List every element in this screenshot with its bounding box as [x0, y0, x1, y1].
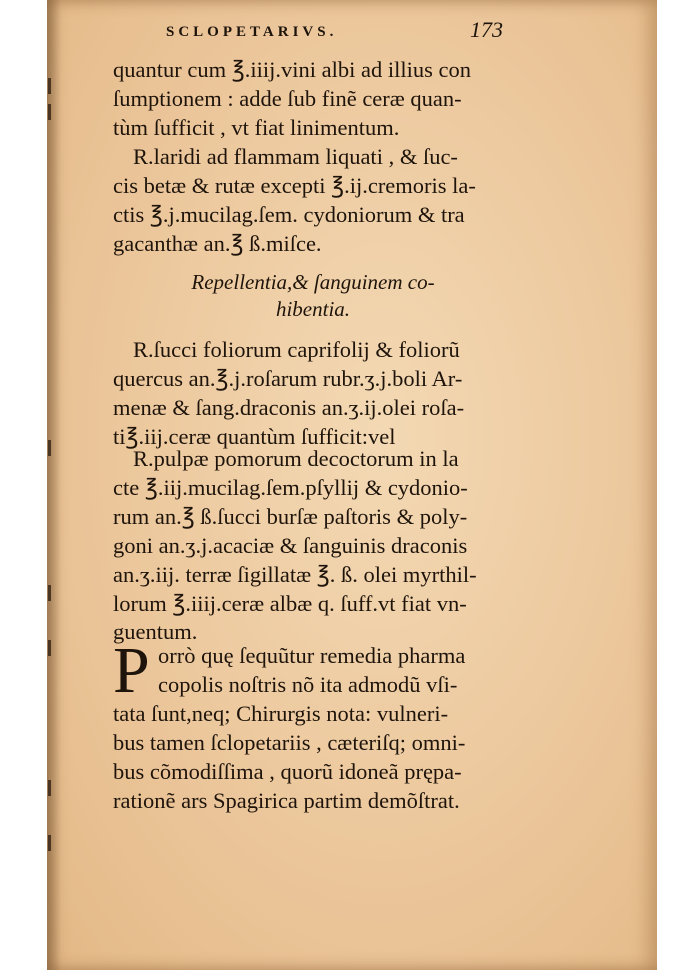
text-line: menæ & ſang.draconis an.ʒ.ij.olei roſa-: [113, 395, 465, 420]
text-line: orrò quę ſequũtur remedia pharma: [158, 643, 466, 668]
section-heading: Repellentia,& ſanguinem co-: [191, 270, 435, 294]
text-line: bus cõmodiſſima , quorũ idoneã prępa-: [113, 759, 462, 784]
text-line: cis betæ & rutæ excepti ℥.ij.cremoris la-: [113, 173, 476, 198]
margin-mark: [48, 835, 51, 851]
margin-mark: [48, 440, 51, 456]
text-line: quantur cum ℥.iiij.vini albi ad illius con: [113, 57, 471, 82]
text-line: R.ſucci foliorum caprifolij & foliorũ: [133, 337, 460, 362]
text-line: bus tamen ſclopetariis , cæteriſq; omni-: [113, 730, 466, 755]
text-line: tùm ſufficit , vt fiat linimentum.: [113, 115, 400, 140]
text-line: lorum ℥.iiij.ceræ albæ q. ſuff.vt fiat vn-: [113, 591, 467, 616]
text-line: goni an.ʒ.j.acaciæ & ſanguinis draconis: [113, 533, 468, 558]
margin-mark: [48, 585, 51, 601]
text-line: ſumptionem : adde ſub finẽ ceræ quan-: [113, 86, 462, 111]
text-line: R.laridi ad flammam liquati , & ſuc-: [133, 144, 458, 169]
page-gutter-shadow: [47, 0, 61, 970]
text-line: copolis noſtris nõ ita admodũ vſi-: [158, 672, 458, 697]
text-line: cte ℥.iij.mucilag.ſem.pſyllij & cydonio-: [113, 475, 468, 500]
section-heading: hibentia.: [275, 297, 351, 321]
drop-cap: P: [113, 634, 150, 707]
page-number: 173: [470, 17, 503, 42]
text-line: R.pulpæ pomorum decoctorum in la: [133, 446, 459, 471]
margin-mark: [48, 640, 51, 656]
running-head: SCLOPETARIVS.: [166, 24, 338, 40]
text-line: ctis ℥.j.mucilag.ſem. cydoniorum & tra: [113, 202, 465, 227]
text-line: gacanthæ an.℥ ß.miſce.: [113, 231, 322, 256]
text-line: quercus an.℥.j.roſarum rubr.ʒ.j.boli Ar-: [113, 366, 463, 391]
text-line: tata ſunt,neq; Chirurgis nota: vulneri-: [113, 701, 449, 726]
text-line: an.ʒ.iij. terræ ſigillatæ ℥. ß. olei myrthil-: [113, 562, 477, 587]
text-line: guentum.: [113, 619, 198, 644]
text-line: ti℥.iij.ceræ quantùm ſufficit:vel: [113, 424, 396, 449]
margin-mark: [48, 78, 51, 94]
text-line: rationẽ ars Spagirica partim demõſtrat.: [113, 788, 460, 813]
text-line: rum an.℥ ß.ſucci burſæ paſtoris & poly-: [113, 504, 468, 529]
margin-mark: [48, 104, 51, 120]
margin-mark: [48, 780, 51, 796]
